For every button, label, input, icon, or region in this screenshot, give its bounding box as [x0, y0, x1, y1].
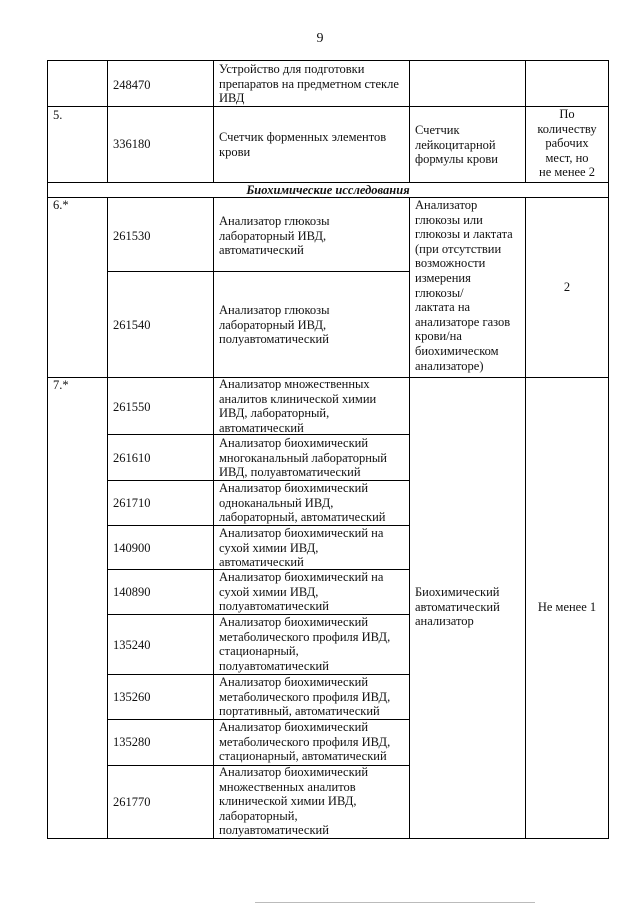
- scan-edge-line: [255, 902, 535, 903]
- row-name: Анализатор биохимический метаболического профиля ИВД, портативный, автоматический: [219, 675, 391, 719]
- row-name: Счетчик форменных элементов крови: [219, 130, 387, 159]
- row-code: 261530: [113, 229, 151, 243]
- table-border-left: [47, 60, 48, 838]
- table-border-top: [47, 60, 609, 61]
- row-code: 135280: [113, 735, 151, 749]
- row-number: 5.: [53, 108, 63, 122]
- col-divider-name: [213, 60, 214, 182]
- col-divider-code: [107, 197, 108, 838]
- row-code: 140900: [113, 541, 151, 555]
- col-divider-name: [213, 197, 214, 838]
- page-number: 9: [316, 31, 324, 46]
- group7-analyzer: Биохимический автоматический анализатор: [415, 585, 500, 629]
- row-code: 135260: [113, 690, 151, 704]
- group6-quantity: 2: [563, 280, 571, 294]
- row-name: Устройство для подготовки препаратов на предметном стекле ИВД: [219, 62, 399, 106]
- row-name: Анализатор глюкозы лабораторный ИВД, автоматический: [219, 214, 330, 258]
- row-code: 261610: [113, 451, 151, 465]
- table-border-bottom: [47, 838, 609, 839]
- row-code: 261710: [113, 496, 151, 510]
- group7-quantity: Не менее 1: [537, 600, 597, 614]
- col-divider-analyzer: [409, 60, 410, 182]
- row-code: 261540: [113, 318, 151, 332]
- row-name: Анализатор множественных аналитов клинической химии ИВД, лабораторный, автоматический: [219, 377, 377, 435]
- row-name: Анализатор глюкозы лабораторный ИВД, полуавтоматический: [219, 303, 330, 347]
- row-code: 135240: [113, 638, 151, 652]
- row-name: Анализатор биохимический на сухой химии ИВД, автоматический: [219, 526, 384, 570]
- col-divider-code: [107, 60, 108, 182]
- row-name: Анализатор биохимический метаболического профиля ИВД, стационарный, автоматический: [219, 720, 391, 764]
- section-header: Биохимические исследования: [246, 183, 410, 197]
- row-code: 261550: [113, 400, 151, 414]
- row-code: 140890: [113, 585, 151, 599]
- col-divider-analyzer: [409, 197, 410, 838]
- row-divider: [47, 106, 609, 107]
- row-number: 7.*: [53, 378, 69, 392]
- row-name: Анализатор биохимический одноканальный ИВД, лабораторный, автоматический: [219, 481, 386, 525]
- row-code: 248470: [113, 78, 151, 92]
- row-code: 336180: [113, 137, 151, 151]
- row-name: Анализатор биохимический многоканальный лабораторный ИВД, полуавтоматический: [219, 436, 387, 480]
- row-name: Анализатор биохимический множественных аналитов клинической химии ИВД, лабораторный, полуавтоматический: [219, 765, 369, 838]
- group6-analyzer: Анализатор глюкозы или глюкозы и лактата (при отсутствии возможности измерения глюкозы/ лактата на анализаторе газов крови/на биохимическом анализаторе): [415, 198, 513, 373]
- row-name: Анализатор биохимический на сухой химии ИВД, полуавтоматический: [219, 570, 384, 614]
- table-border-right: [608, 60, 609, 838]
- row-number: 6.*: [53, 198, 69, 212]
- row-quantity: По количеству рабочих мест, но не менее 2: [537, 107, 597, 180]
- row-code: 261770: [113, 795, 151, 809]
- row-divider: [107, 271, 410, 272]
- row-name: Анализатор биохимический метаболического профиля ИВД, стационарный, полуавтоматический: [219, 615, 391, 673]
- row-analyzer: Счетчик лейкоцитарной формулы крови: [415, 123, 498, 167]
